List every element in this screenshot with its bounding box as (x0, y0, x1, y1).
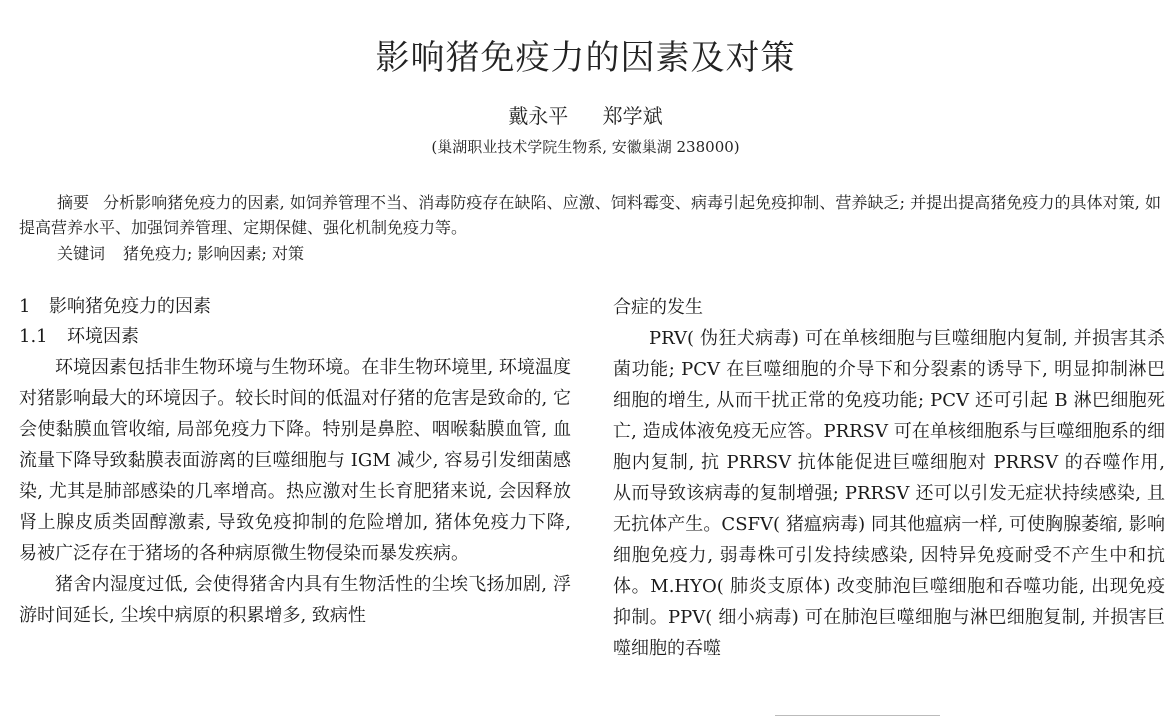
section-title: 环境因素 (67, 326, 139, 347)
paragraph-environment: 环境因素包括非生物环境与生物环境。在非生物环境里, 环境温度对猪影响最大的环境因子。较长时间的低温对仔猪的危害是致命的, 它会使黏膜血管收缩, 局部免疫力下降。特别是鼻腔、咽喉黏膜血管, 血流量下降导致黏膜表面游离的巨噬细胞与 IGM 减少, 容易引发细菌感染, 尤其是肺部感染的几率增高。热应激对生长育肥猪来说, 会因释放肾上腺皮质类固醇激素, 导致免疫抑制的危险增加, 猪体免疫力下降, 易被广泛存在于猪场的各种病原微生物侵染而暴发疾病。 (19, 357, 571, 564)
paragraph-continued: 合症的发生 (613, 297, 703, 318)
section-heading-1 (19, 292, 571, 322)
author-2: 郑学斌 (602, 104, 663, 128)
section-number: 1 (19, 296, 31, 317)
left-column (19, 292, 571, 631)
keywords-label: 关键词 (57, 244, 106, 263)
keywords (57, 241, 1157, 266)
section-number: 1.1 (19, 326, 48, 347)
paper-title: 影响猪免疫力的因素及对策 (375, 38, 796, 78)
paragraph-viruses: PRV( 伪狂犬病毒) 可在单核细胞与巨噬细胞内复制, 并损害其杀菌功能; PCV 在巨噬细胞的介导下和分裂素的诱导下, 明显抑制淋巴细胞的增生, 从而干扰正常的免疫功能; PCV 还可引起 B 淋巴细胞死亡, 造成体液免疫无应答。PRRSV 可在单核细胞系与巨噬细胞系的细胞内复制, 抗 PRRSV 抗体能促进巨噬细胞对 PRRSV 的吞噬作用, 从而导致该病毒的复制增强; PRRSV 还可以引发无症状持续感染, 且无抗体产生。CSFV( 猪瘟病毒) 同其他瘟病一样, 可使胸腺萎缩, 影响细胞免疫力, 弱毒株可引发持续感染, 因特异免疫耐受不产生中和抗体。M.HYO( 肺炎支原体) 改变肺泡巨噬细胞和吞噬功能, 出现免疫抑制。PPV( 细小病毒) 可在肺泡巨噬细胞与淋巴细胞复制, 并损害巨噬细胞的吞噬 (613, 328, 1165, 659)
abstract-label: 摘要 (57, 193, 90, 212)
authors (0, 100, 1171, 129)
right-column (613, 292, 1165, 664)
abstract-text: 分析影响猪免疫力的因素, 如饲养管理不当、消毒防疫存在缺陷、应激、饲料霉变、病毒引起免疫抑制、营养缺乏; 并提出提高猪免疫力的具体对策, 如提高营养水平、加强饲养管理、定期保健、强化机制免疫力等。 (19, 193, 1161, 237)
affiliation: (巢湖职业技术学院生物系, 安徽巢湖 238000) (431, 138, 740, 156)
section-heading-1-1 (19, 322, 571, 352)
keywords-text: 猪免疫力; 影响因素; 对策 (123, 244, 304, 263)
abstract (19, 190, 1161, 240)
section-title: 影响猪免疫力的因素 (49, 296, 211, 317)
paragraph-humidity: 猪舍内湿度过低, 会使得猪舍内具有生物活性的尘埃飞扬加剧, 浮游时间延长, 尘埃中病原的积累增多, 致病性 (19, 574, 571, 626)
author-1: 戴永平 (508, 104, 569, 128)
footnote-divider (775, 715, 940, 720)
